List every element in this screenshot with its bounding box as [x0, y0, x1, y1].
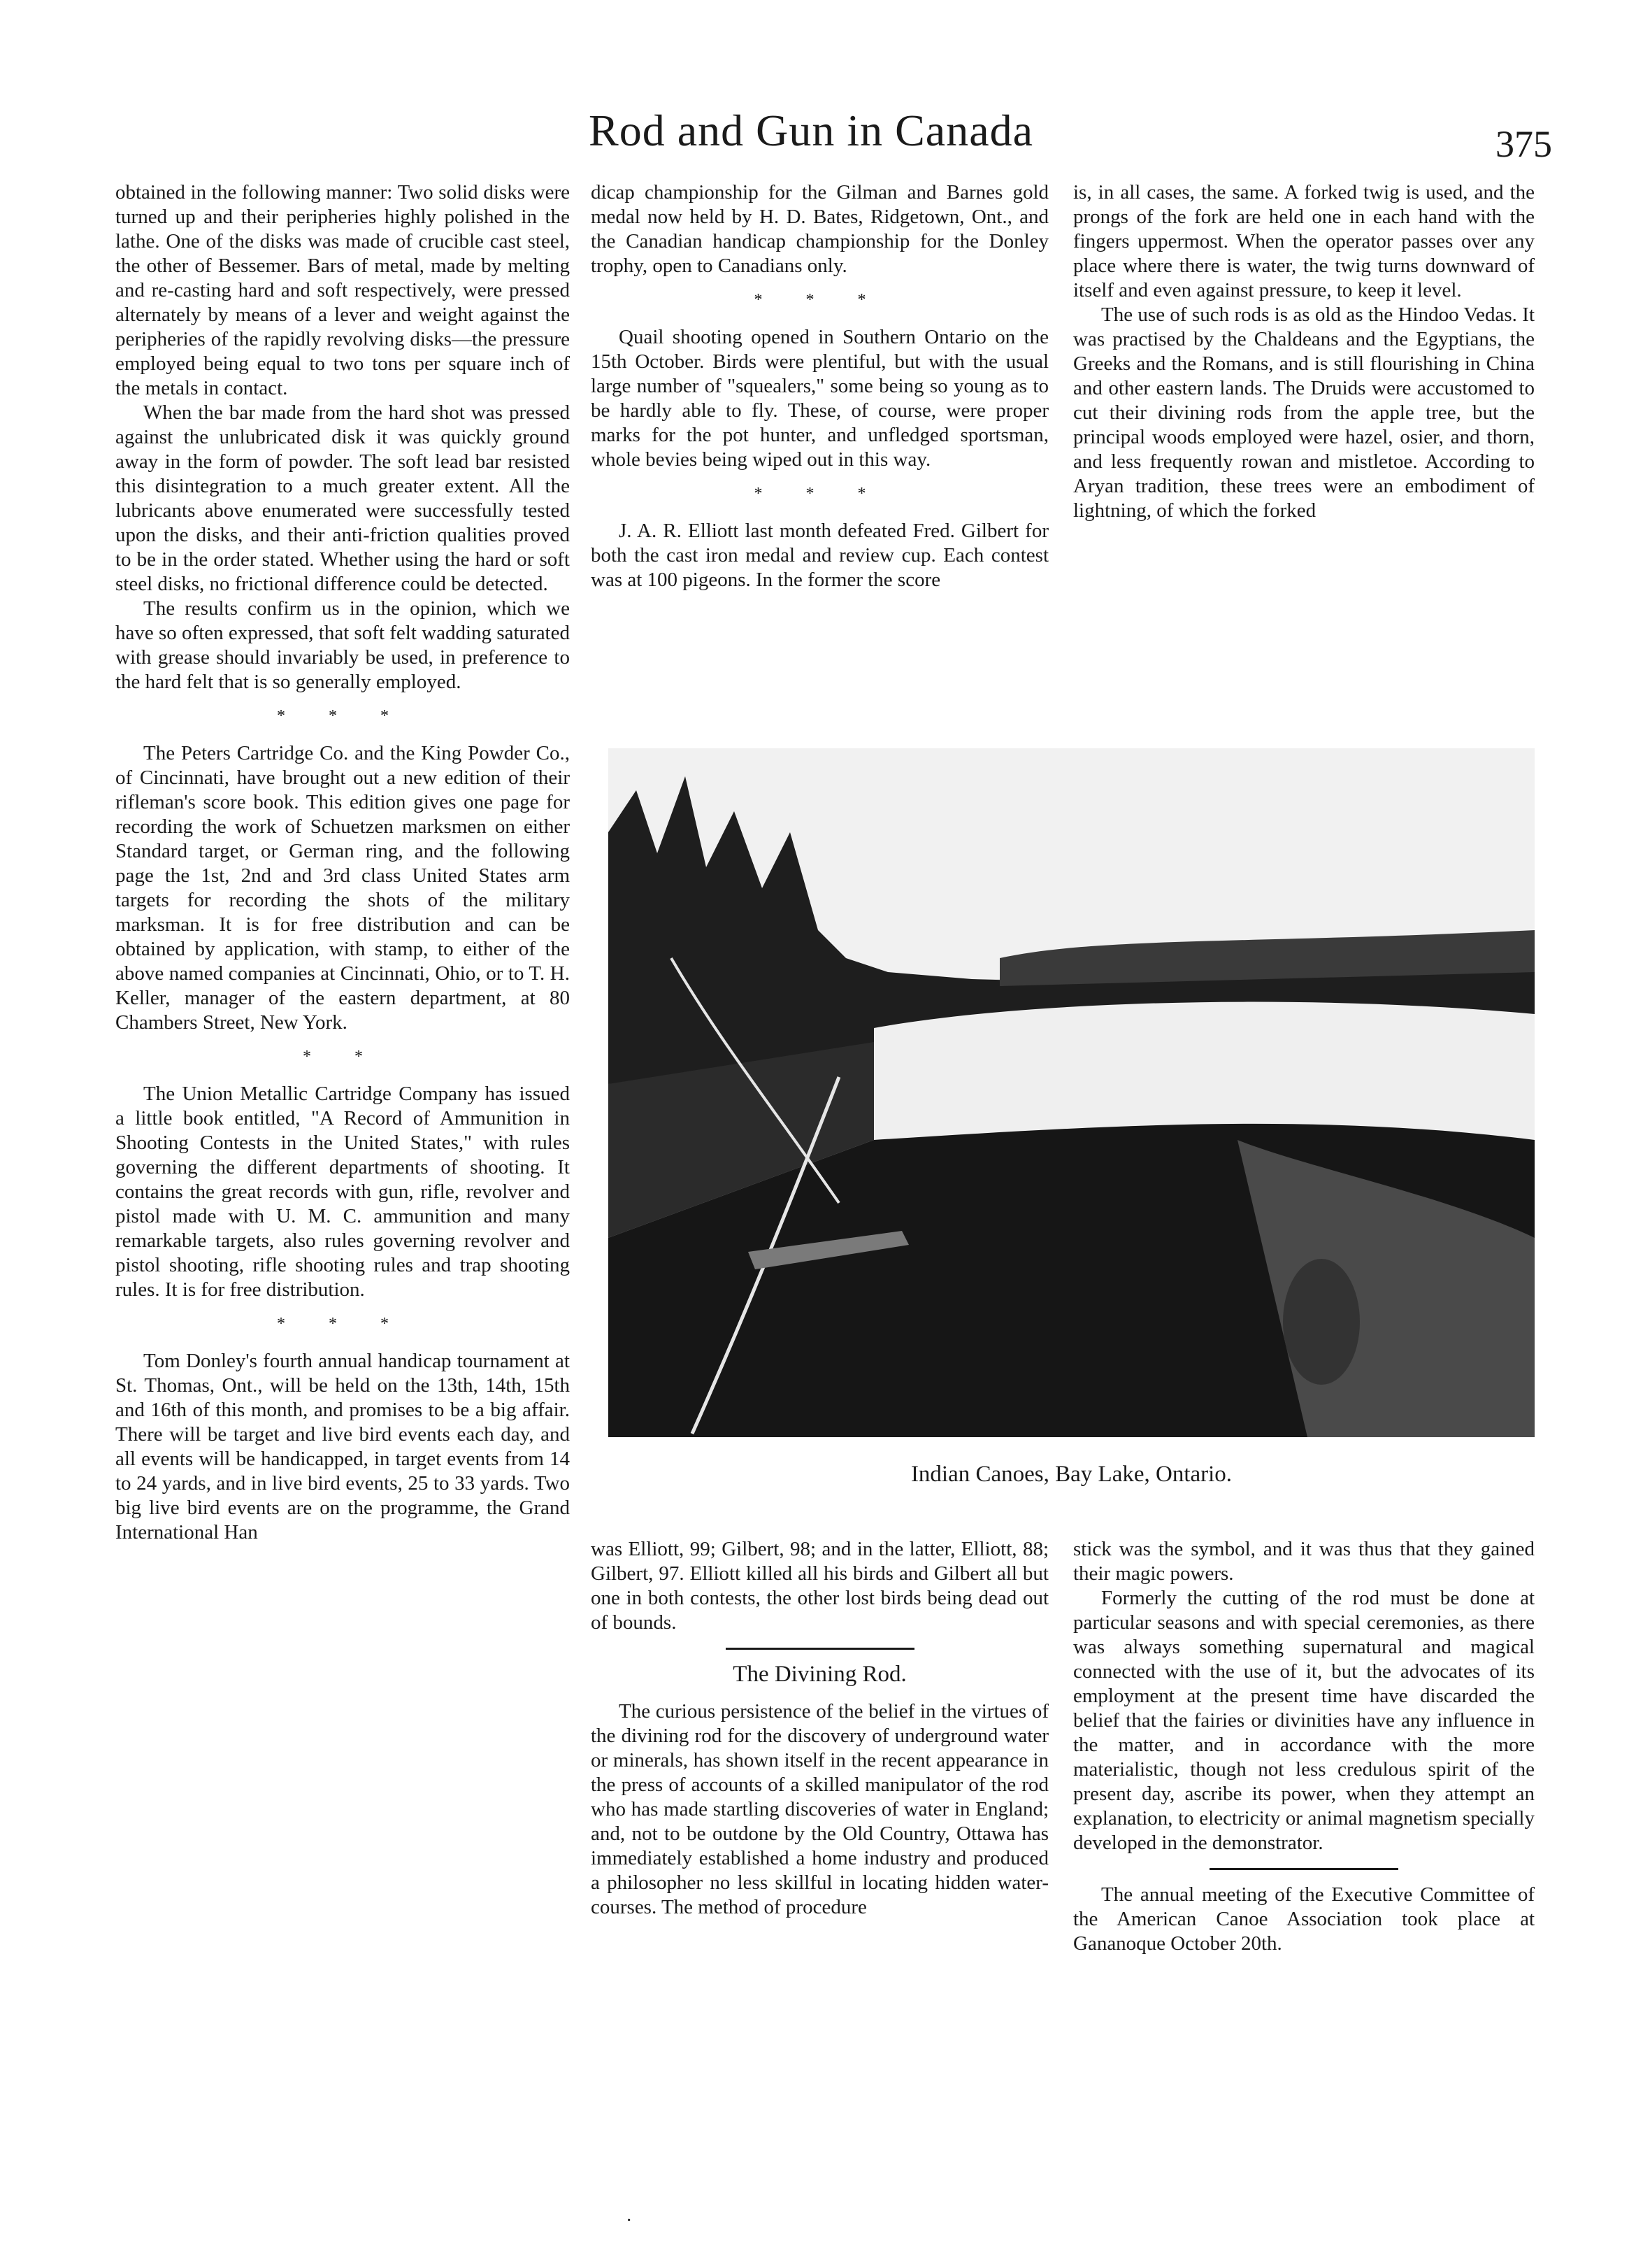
paragraph: obtained in the following manner: Two solid disks were turned up and their peripheries highly polished in the lathe. One of the disks was made of crucible cast steel, the other of Bessemer. Bars of metal, made by melting and re-casting hard and soft respectively, were pressed alternately by means of a lever and weight against the peripheries of the rapidly revolving disks—the pressure employed being equal to two tons per square inch of the metals in contact. [115, 181, 570, 399]
paragraph: When the bar made from the hard shot was pressed against the unlubricated disk it was quickly ground away in the form of powder. The soft lead bar resisted this disintegration to a much greater extent. All the lubricants above enumerated were successfully tested upon the disks, and their anti-friction qualities proved to be in the order stated. Whether using the hard or soft steel disks, no frictional difference could be detected. [115, 401, 570, 595]
paragraph: The annual meeting of the Executive Committee of the American Canoe Association took place at Gananoque October 20th. [1073, 1883, 1535, 1955]
column-3 [1073, 180, 1535, 523]
paragraph: The Union Metallic Cartridge Company has issued a little book entitled, "A Record of Ammunition in Shooting Contests in the United States," with rules governing the different departments of shooting. It contains the great records with gun, rifle, revolver and pistol made with U. M. C. ammunition and many remarkable targets, also rules governing revolver and pistol shooting, rifle shooting rules and trap shooting rules. It is for free distribution. [115, 1083, 570, 1301]
paragraph: The curious persistence of the belief in the virtues of the divining rod for the discovery of underground water or minerals, has shown itself in the recent appearance in the press of accounts of a skilled manipulator of the rod who has made startling discoveries of water in England; and, not to be outdone by the Old Country, Ottawa has immediately established a home industry and produced a philosopher no less skillful in locating hidden water-courses. The method of procedure [591, 1700, 1049, 1918]
running-title: Rod and Gun in Canada [589, 106, 1033, 155]
paragraph: dicap championship for the Gilman and Barnes gold medal now held by H. D. Bates, Ridgetown, Ont., and the Canadian handicap championship for the Donley trophy, open to Canadians only. [591, 181, 1049, 277]
section-rule [1210, 1868, 1398, 1870]
paragraph: The use of such rods is as old as the Hindoo Vedas. It was practised by the Chaldeans and the Egyptians, the Greeks and the Romans, and is still flourishing in China and other eastern lands. The Druids were accustomed to cut their divining rods from the apple tree, but the principal woods employed were hazel, osier, and thorn, and less frequently rowan and mistletoe. According to Aryan tradition, these trees were an embodiment of lightning, of which the forked [1073, 304, 1535, 522]
paragraph: Quail shooting opened in Southern Ontario on the 15th October. Birds were plentiful, but with the usual large number of "squealers," some being so young as to be hardly able to fly. These, of course, were proper marks for the pot hunter, and unfledged sportsman, whole bevies being wiped out in this way. [591, 326, 1049, 471]
paragraph: stick was the symbol, and it was thus that they gained their magic powers. [1073, 1538, 1535, 1585]
paragraph: Formerly the cutting of the rod must be done at particular seasons and with special ceremonies, as there was always something supernatural and magical connected with the use of it, but the advocates of its employment at the present time have discarded the belief that the fairies or divinities have any influence in the matter, and in accordance with the more materialistic, though not less credulous spirit of the present day, ascribe its power, when they attempt an explanation, to electricity or animal magnetism specially developed in the demonstrator. [1073, 1587, 1535, 1854]
lake-photo-illustration [608, 748, 1535, 1437]
section-title: The Divining Rod. [733, 1662, 907, 1687]
paragraph: was Elliott, 99; Gilbert, 98; and in the latter, Elliott, 88; Gilbert, 97. Elliott killed all his birds and Gilbert all but one in both contests, the other lost birds being dead out of bounds. [591, 1538, 1049, 1634]
paragraph: The results confirm us in the opinion, which we have so often expressed, that soft felt wadding saturated with grease should invariably be used, in preference to the hard felt that is so generally employed. [115, 597, 570, 693]
photo-caption: Indian Canoes, Bay Lake, Ontario. [910, 1462, 1233, 1487]
paragraph: J. A. R. Elliott last month defeated Fred. Gilbert for both the cast iron medal and review cup. Each contest was at 100 pigeons. In the former the score [591, 520, 1049, 591]
footer-dot: · [626, 2210, 633, 2232]
column-3-lower [1073, 1537, 1535, 1956]
section-rule [726, 1648, 914, 1650]
paragraph: is, in all cases, the same. A forked twig is used, and the prongs of the fork are held one in each hand with the fingers uppermost. When the operator passes over any place where there is water, the twig turns downward of itself and even against pressure, to keep it level. [1073, 181, 1535, 301]
section-separator: * * * [754, 291, 886, 309]
section-separator: * * [303, 1048, 382, 1066]
column-1 [115, 180, 570, 1545]
page-number: 375 [1495, 123, 1552, 165]
column-2 [591, 180, 1049, 592]
lake-photograph [608, 748, 1535, 1437]
section-separator: * * * [277, 1315, 408, 1333]
paragraph: Tom Donley's fourth annual handicap tournament at St. Thomas, Ont., will be held on the 13th, 14th, 15th and 16th of this month, and promises to be a big affair. There will be target and live bird events each day, and all events will be handicapped, in target events from 14 to 24 yards, and in live bird events, 25 to 33 yards. Two big live bird events are on the programme, the Grand International Han [115, 1350, 570, 1543]
section-separator: * * * [277, 707, 408, 725]
paragraph: The Peters Cartridge Co. and the King Powder Co., of Cincinnati, have brought out a new edition of their rifleman's score book. This edition gives one page for recording the work of Schuetzen marksmen on either Standard target, or German ring, and the following page the 1st, 2nd and 3rd class United States arm targets for recording the shots of the military marksman. It is for free distribution and can be obtained by application, with stamp, to either of the above named companies at Cincinnati, Ohio, or to T. H. Keller, manager of the eastern department, at 80 Chambers Street, New York. [115, 742, 570, 1034]
column-2-lower [591, 1537, 1049, 1920]
section-separator: * * * [754, 485, 886, 503]
